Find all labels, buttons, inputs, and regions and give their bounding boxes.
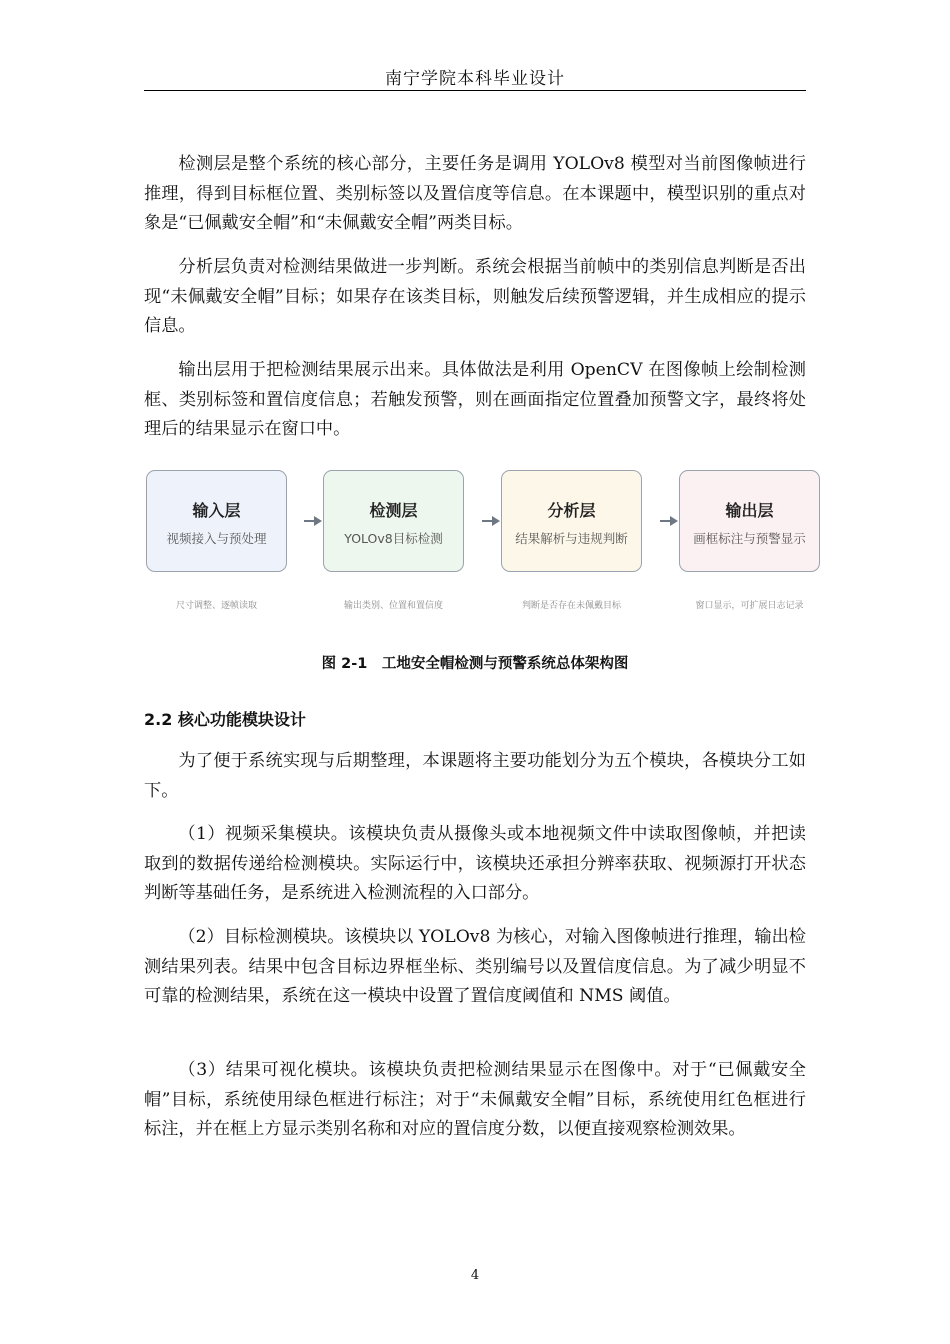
box-subtitle: YOLOv8目标检测	[344, 531, 443, 546]
paragraph-module-1: （1）视频采集模块。该模块负责从摄像头或本地视频文件中读取图像帧，并把读取到的数据传递给检测模块。实际运行中，该模块还承担分辨率获取、视频源打开状态判断等基础任务，是系统进入检测流程的入口部分。	[144, 824, 806, 904]
arrow-right-icon	[660, 516, 678, 526]
paragraph-analysis-layer: 分析层负责对检测结果做进一步判断。系统会根据当前帧中的类别信息判断是否出现“未佩戴安全帽”目标；如果存在该类目标，则触发后续预警逻辑，并生成相应的提示信息。	[144, 257, 806, 337]
box-subtitle: 结果解析与违规判断	[515, 531, 628, 546]
paragraph-output-layer: 输出层用于把检测结果展示出来。具体做法是利用 OpenCV 在图像帧上绘制检测框、类别标签和置信度信息；若触发预警，则在画面指定位置叠加预警文字，最终将处理后的结果显示在窗口中。	[144, 360, 806, 440]
paragraph-detection-layer: 检测层是整个系统的核心部分，主要任务是调用 YOLOv8 模型对当前图像帧进行推理，得到目标框位置、类别标签以及置信度等信息。在本课题中，模型识别的重点对象是“已佩戴安全帽”和“未佩戴安全帽”两类目标。	[144, 154, 806, 234]
box-analysis-layer	[501, 470, 642, 572]
figure-caption: 图 2-1 工地安全帽检测与预警系统总体架构图	[321, 656, 629, 672]
box-title: 输入层	[192, 501, 241, 520]
box-note: 窗口显示，可扩展日志记录	[695, 601, 804, 611]
arrow-right-icon	[482, 516, 500, 526]
page-number: 4	[470, 1268, 480, 1283]
box-title: 输出层	[725, 501, 774, 520]
box-title: 分析层	[547, 501, 596, 520]
paragraph-module-3: （3）结果可视化模块。该模块负责把检测结果显示在图像中。对于“已佩戴安全帽”目标，系统使用绿色框进行标注；对于“未佩戴安全帽”目标，系统使用红色框进行标注，并在框上方显示类别名称和对应的置信度分数，以便直接观察检测效果。	[144, 1060, 806, 1140]
architecture-diagram	[144, 470, 822, 620]
box-note: 输出类别、位置和置信度	[343, 601, 443, 611]
box-note: 判断是否存在未佩戴目标	[521, 601, 621, 611]
box-subtitle: 视频接入与预处理	[166, 531, 267, 546]
header-title: 南宁学院本科毕业设计	[385, 69, 565, 89]
paragraph-module-2: （2）目标检测模块。该模块以 YOLOv8 为核心，对输入图像帧进行推理，输出检测结果列表。结果中包含目标边界框坐标、类别编号以及置信度信息。为了减少明显不可靠的检测结果，系统在这一模块中设置了置信度阈值和 NMS 阈值。	[144, 927, 806, 1007]
box-detection-layer	[323, 470, 464, 572]
box-title: 检测层	[369, 501, 418, 520]
header-rule	[144, 90, 806, 91]
box-input-layer	[146, 470, 287, 572]
box-output-layer	[679, 470, 820, 572]
box-note: 尺寸调整、逐帧读取	[175, 601, 257, 611]
paragraph-intro: 为了便于系统实现与后期整理，本课题将主要功能划分为五个模块，各模块分工如下。	[144, 751, 806, 801]
section-heading: 2.2 核心功能模块设计	[144, 710, 306, 729]
box-subtitle: 画框标注与预警显示	[693, 531, 806, 546]
arrow-right-icon	[304, 516, 322, 526]
